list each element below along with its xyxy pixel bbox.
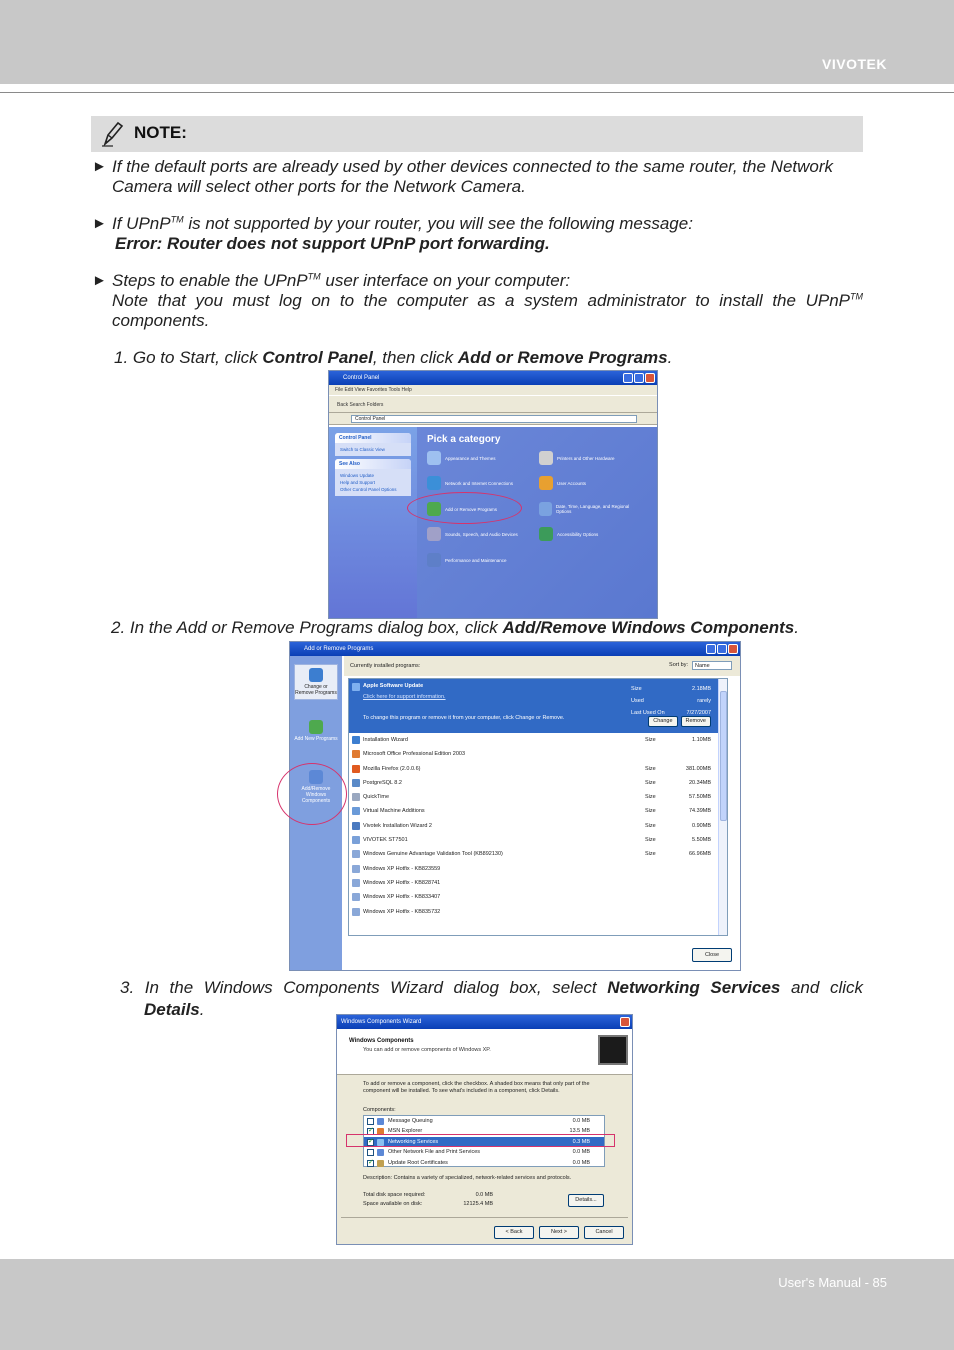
close-icon — [645, 373, 655, 383]
category-add-remove-programs: Add or Remove Programs — [427, 502, 497, 516]
category-network: Network and Internet Connections — [427, 476, 513, 490]
maximize-icon — [634, 373, 644, 383]
step-3-text: 3. In the Windows Components Wizard dialog box, select Networking Services and click Details. — [120, 978, 863, 1019]
wcw-title-bar: Windows Components Wizard — [337, 1015, 632, 1029]
scrollbar — [718, 679, 727, 935]
brand-name: VIVOTEK — [822, 56, 887, 72]
wcw-body: To add or remove a component, click the checkbox. A shaded box means that only part of the component will be installed. To see what's included in a component, click Details. Components: Message Queuing 0.0 MB ✓ MSN Explorer 13.5 MB ✓ Networking Services 0.3 MB Other Network File and Print Services 0.0 MB ✓ Update Root Certificates 0.0 MB Description: Contains a variety of specialized, network-related services and protocols. Total disk space required: 0.0 MB Space available on disk: 12125.4 MB Details... < Back Next > Cancel — [337, 1075, 632, 1244]
component-item: ✓ Update Root Certificates 0.0 MB — [364, 1158, 604, 1168]
program-row: Microsoft Office Professional Edition 2003 Size 381.00MB — [349, 747, 727, 761]
category-date-time: Date, Time, Language, and Regional Options — [539, 502, 639, 516]
pick-category-heading: Pick a category — [427, 434, 501, 445]
category-user-accounts: User Accounts — [539, 476, 586, 490]
details-button: Details... — [568, 1194, 604, 1207]
program-row: Vivotek Installation Wizard 2 Size 5.50MB — [349, 819, 727, 833]
error-message: Error: Router does not support UPnP port forwarding. — [115, 234, 550, 253]
step-2-text: 2. In the Add or Remove Programs dialog box, click Add/Remove Windows Components. — [111, 618, 799, 637]
highlight-networking-services — [346, 1134, 615, 1147]
cancel-button: Cancel — [584, 1226, 624, 1239]
add-remove-programs-screenshot — [289, 641, 741, 971]
change-button: Change — [648, 716, 677, 727]
minimize-icon — [706, 644, 716, 654]
bullet-arrow: ► — [92, 272, 107, 289]
highlight-add-remove-programs — [407, 492, 522, 524]
program-row: Mozilla Firefox (2.0.0.6) Size 20.34MB — [349, 762, 727, 776]
header-rule — [0, 92, 954, 93]
wcw-header: Windows Components You can add or remove components of Windows XP. — [337, 1029, 632, 1075]
category-sounds: Sounds, Speech, and Audio Devices — [427, 527, 518, 541]
cp-task-pane: Control Panel Switch to Classic View See Also Windows Update Help and Support Other Control Panel Options — [329, 427, 417, 618]
component-item-networking-services: ✓ Networking Services 0.3 MB — [364, 1137, 604, 1147]
remove-button: Remove — [681, 716, 711, 727]
next-button: Next > — [539, 1226, 579, 1239]
category-accessibility: Accessibility Options — [539, 527, 598, 541]
bullet-upnp-unsupported: If UPnP™ is not supported by your router, you will see the following message: Error: Router does not support UPnP port forwarding. — [112, 214, 693, 253]
bullet-default-ports: If the default ports are already used by other devices connected to the same router, the Network Camera will select other ports for the Network Camera. — [112, 157, 834, 196]
cp-title-bar: Control Panel — [329, 371, 657, 385]
page-number: User's Manual - 85 — [778, 1275, 887, 1290]
bullet-arrow: ► — [92, 215, 107, 232]
installed-programs-list — [348, 678, 728, 936]
step-1-text: 1. Go to Start, click Control Panel, then click Add or Remove Programs. — [114, 348, 673, 367]
maximize-icon — [717, 644, 727, 654]
bullet-upnp-steps: Steps to enable the UPnP™ user interface on your computer: Note that you must log on to the computer as a system administrator to install the UPnP™ components. — [112, 271, 863, 330]
program-row: Windows Genuine Advantage Validation Tool (KB892130) — [349, 847, 727, 861]
component-item: ✓ MSN Explorer 13.5 MB — [364, 1126, 604, 1136]
cp-address-field: Control Panel — [351, 415, 637, 423]
minimize-icon — [623, 373, 633, 383]
selected-program: Apple Software Update Click here for support information. To change this program or remove it from your computer, click Change or Remove. Size 2.18MB Used rarely Last Used On 7/27/2007 Change Remove — [349, 679, 727, 733]
add-new-programs-button: Add New Programs — [294, 720, 338, 742]
note-bar — [91, 116, 863, 152]
sort-by-select: Name — [692, 661, 732, 670]
program-row: VIVOTEK ST7501 Size 66.96MB — [349, 833, 727, 847]
bullet-arrow: ► — [92, 158, 107, 175]
program-row: PostgreSQL 8.2 Size 57.50MB — [349, 776, 727, 790]
pencil-icon — [99, 120, 125, 148]
category-printers: Printers and Other Hardware — [539, 451, 615, 465]
change-remove-programs-button: Change or Remove Programs — [294, 664, 338, 700]
note-title: NOTE: — [134, 123, 187, 142]
component-item: Message Queuing 0.0 MB — [364, 1116, 604, 1126]
cp-address-bar — [329, 413, 657, 425]
cp-menu-bar: File Edit View Favorites Tools Help — [329, 385, 657, 395]
program-row: Installation Wizard Size 1.10MB — [349, 733, 727, 747]
program-row: Windows XP Hotfix - KB828741 — [349, 876, 727, 890]
close-icon — [620, 1017, 630, 1027]
close-icon — [728, 644, 738, 654]
wizard-logo-icon — [598, 1035, 628, 1065]
cp-toolbar: Back Search Folders — [329, 395, 657, 413]
page-header — [0, 0, 954, 84]
category-performance: Performance and Maintenance — [427, 553, 507, 567]
add-remove-windows-components-button: Add/Remove Windows Components — [294, 770, 338, 804]
highlight-add-remove-windows-components — [277, 763, 347, 825]
program-row: Windows XP Hotfix - KB833407 — [349, 890, 727, 904]
arp-main: Currently installed programs: Sort by: Name Apple Software Update Click here for support information. To change this program or remove it from your computer, click Change or Remove. Size 2.18MB Used rarely Last Used On 7/27/2007 Change Remove Installation Wizard Size 1.10MB Microsoft Office Professional Edition 2003 Size 381.00MB Mozilla Firefox (2.0.0.6) Size 20.34MB PostgreSQL 8.2 Size 57.50MB QuickTime Size 74.39MB Virtual Machine Additions Size 0.90MB Vivotek Installation Wizard 2 Size 5.50MB VIVOTEK ST7501 Size 66.96MB Windows Genuine Advantage Validation Tool (KB892130) Windows XP Hotfix - KB823559 Windows XP Hotfix - KB828741 Windows XP Hotfix - KB833407 Windows XP Hotfix - KB835732 Close — [344, 656, 740, 970]
program-row: Windows XP Hotfix - KB823559 — [349, 862, 727, 876]
program-row: QuickTime Size 74.39MB — [349, 790, 727, 804]
currently-installed-label: Currently installed programs: — [350, 663, 421, 669]
program-row: Virtual Machine Additions Size 0.90MB — [349, 804, 727, 818]
arp-title-bar: Add or Remove Programs — [290, 642, 740, 656]
windows-components-wizard-screenshot — [336, 1014, 633, 1245]
page-footer — [0, 1259, 954, 1350]
program-row: Windows XP Hotfix - KB835732 — [349, 905, 727, 919]
close-button: Close — [692, 948, 732, 962]
category-appearance: Appearance and Themes — [427, 451, 495, 465]
back-button: < Back — [494, 1226, 534, 1239]
component-item: Other Network File and Print Services 0.0 MB — [364, 1147, 604, 1157]
